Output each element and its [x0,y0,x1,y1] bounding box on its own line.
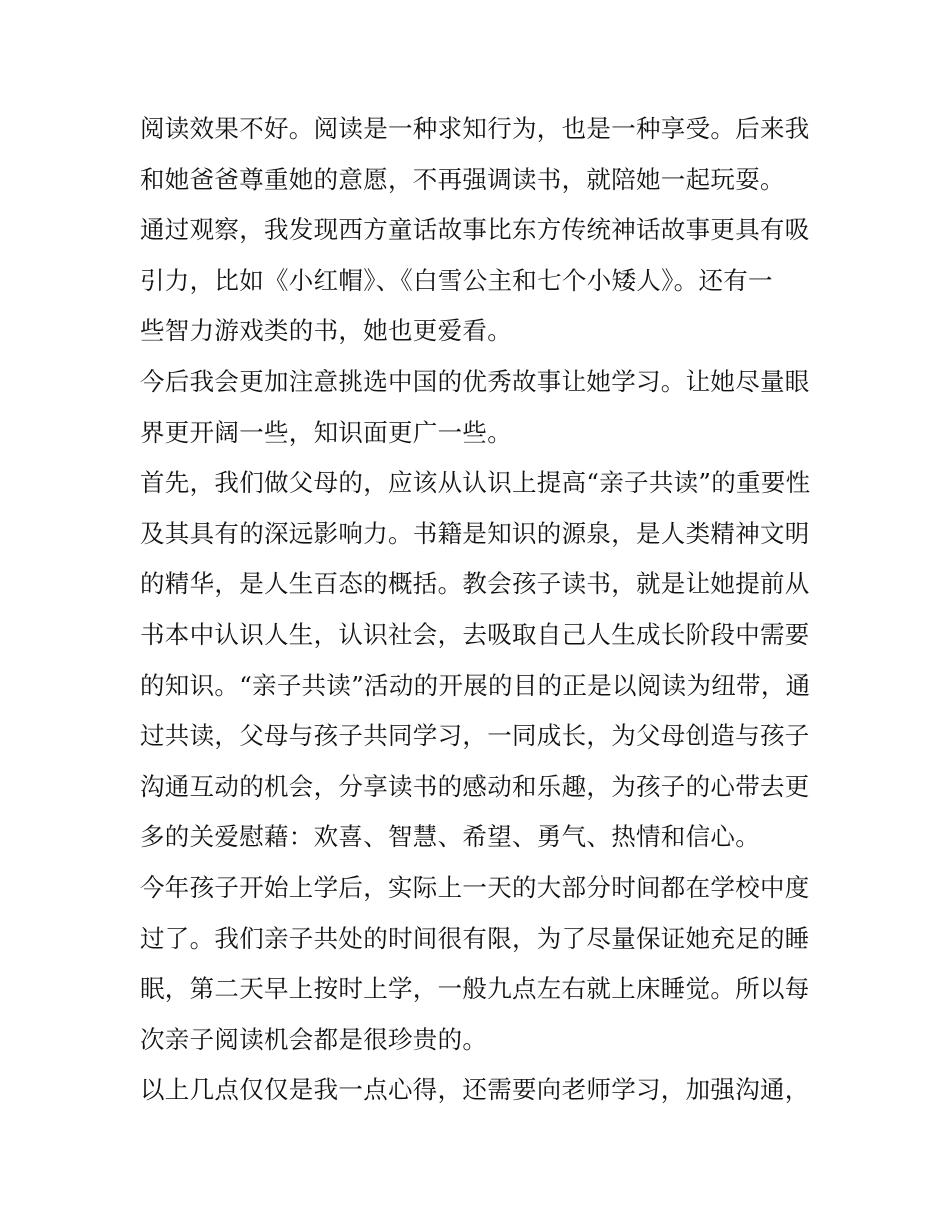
text-line: 的知识。“亲子共读”活动的开展的目的正是以阅读为纽带，通 [140,670,811,700]
text-line: 过了。我们亲子共处的时间很有限，为了尽量保证她充足的睡 [140,923,810,953]
text-line: 些智力游戏类的书，她也更爱看。 [140,316,512,346]
text-line: 沟通互动的机会，分享读书的感动和乐趣，为孩子的心带去更 [140,771,810,801]
text-line: 今后我会更加注意挑选中国的优秀故事让她学习。让她尽量眼 [140,366,810,396]
text-line: 以上几点仅仅是我一点心得，还需要向老师学习，加强沟通， [140,1075,810,1105]
text-line: 过共读，父母与孩子共同学习，一同成长，为父母创造与孩子 [140,721,810,751]
text-line: 次亲子阅读机会都是很珍贵的。 [140,1024,488,1054]
text-line: 界更开阔一些，知识面更广一些。 [140,417,512,447]
text-line: 阅读效果不好。阅读是一种求知行为，也是一种享受。后来我 [140,114,810,143]
text-line: 书本中认识人生，认识社会，去吸取自己人生成长阶段中需要 [140,619,810,649]
text-line: 及其具有的深远影响力。书籍是知识的源泉，是人类精神文明 [140,518,810,548]
text-line: 引力，比如《小红帽》、《白雪公主和七个小矮人》。还有一 [140,265,773,295]
body-text [140,104,820,1116]
text-line: 眠，第二天早上按时上学，一般九点左右就上床睡觉。所以每 [140,974,810,1004]
text-line: 通过观察，我发现西方童话故事比东方传统神话故事更具有吸 [140,215,810,245]
text-line: 首先，我们做父母的，应该从认识上提高“亲子共读”的重要性 [140,468,811,498]
text-line: 和她爸爸尊重她的意愿，不再强调读书，就陪她一起玩耍。 [140,164,785,194]
text-line: 的精华，是人生百态的概括。教会孩子读书，就是让她提前从 [140,569,810,599]
text-line: 多的关爱慰藉：欢喜、智慧、希望、勇气、热情和信心。 [140,822,760,852]
text-line: 今年孩子开始上学后，实际上一天的大部分时间都在学校中度 [140,872,810,902]
